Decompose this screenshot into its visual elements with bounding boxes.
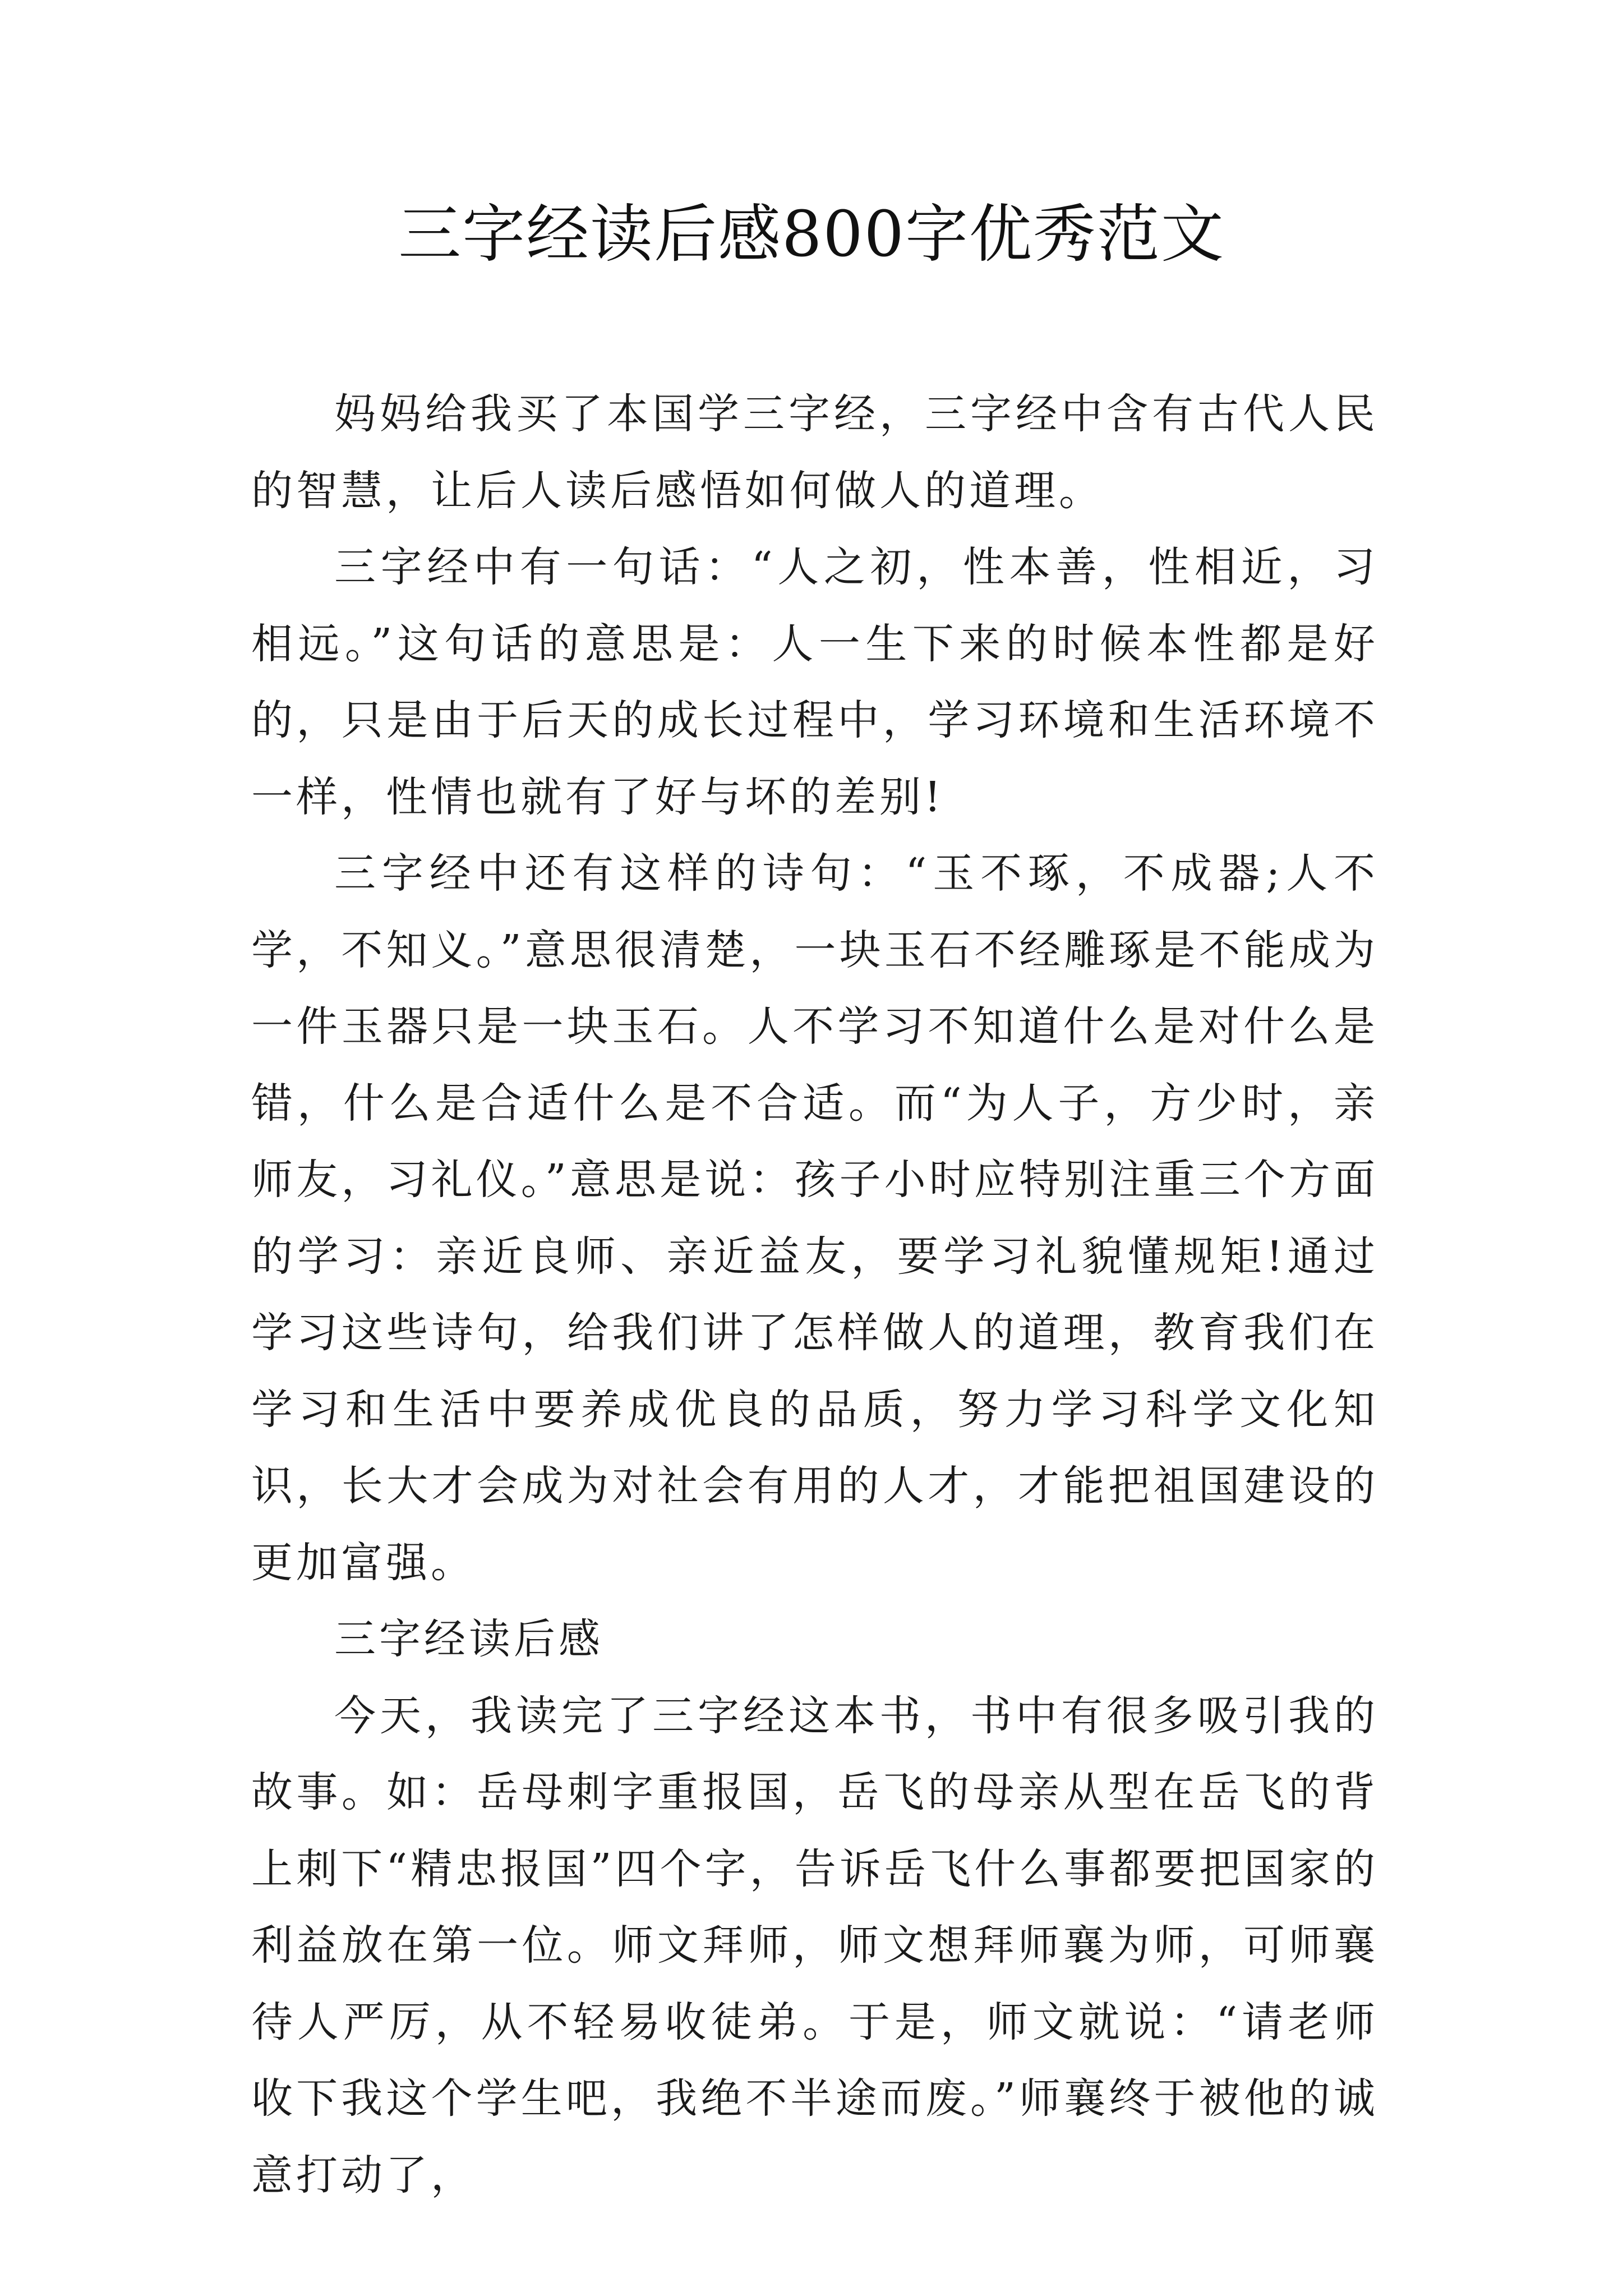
- paragraph: 妈妈给我买了本国学三字经，三字经中含有古代人民的智慧，让后人读后感悟如何做人的道理。: [251, 390, 1378, 515]
- paragraph: 三字经中还有这样的诗句：“玉不琢，不成器;人不学，不知义。”意思很清楚，一块玉石不经雕琢是不能成为一件玉器只是一块玉石。人不学习不知道什么是对什么是错，什么是合适什么是不合适。而“为人子，方少时，亲师友，习礼仪。”意思是说：孩子小时应特别注重三个方面的学习：亲近良师、亲近益友，要学习礼貌懂规矩!通过学习这些诗句，给我们讲了怎样做人的道理，教育我们在学习和生活中要养成优良的品质，努力学习科学文化知识，长大才会成为对社会有用的人才，才能把祖国建设的更加富强。: [251, 849, 1378, 1587]
- paragraph: 今天，我读完了三字经这本书，书中有很多吸引我的故事。如：岳母刺字重报国，岳飞的母亲从型在岳飞的背上刺下“精忠报国”四个字，告诉岳飞什么事都要把国家的利益放在第一位。师文拜师，师文想拜师襄为师，可师襄待人严厉，从不轻易收徒弟。于是，师文就说：“请老师收下我这个学生吧，我绝不半途而废。”师襄终于被他的诚意打动了，: [251, 1691, 1378, 2200]
- section-heading: 三字经读后感: [334, 1615, 603, 1663]
- paragraph: 三字经中有一句话：“人之初，性本善，性相近，习相远。”这句话的意思是：人一生下来的时候本性都是好的，只是由于后天的成长过程中，学习环境和生活环境不一样，性情也就有了好与坏的差别!: [251, 543, 1378, 821]
- document-title: 三字经读后感800字优秀范文: [398, 198, 1225, 271]
- document-body: [251, 376, 1378, 2214]
